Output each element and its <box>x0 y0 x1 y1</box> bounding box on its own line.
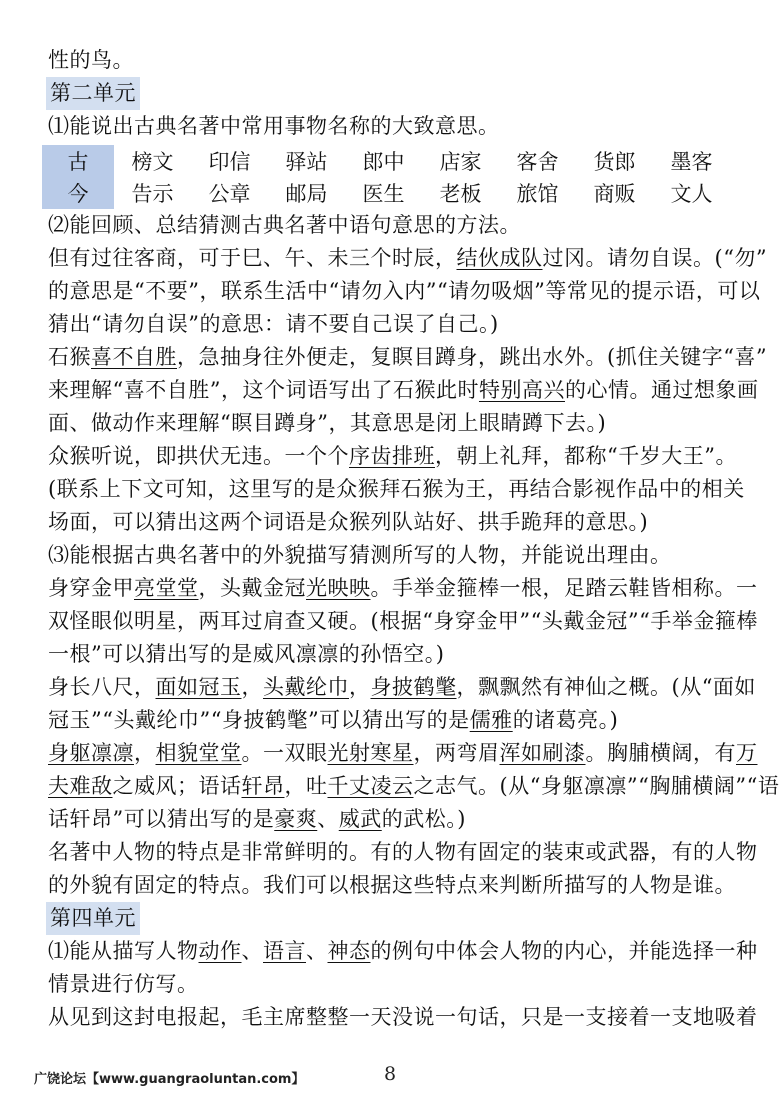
text-run: 面、做动作来理解“瞑目蹲身”，其意思是闭上眼睛蹲下去。) <box>48 411 607 435</box>
text-line <box>48 803 748 836</box>
text-run: 。胸脯横阔，有 <box>585 741 736 765</box>
vocab-cell: 墨客 <box>670 150 713 174</box>
text-run: 性的鸟。 <box>48 48 134 72</box>
text-line <box>48 209 748 242</box>
underlined-term: 特别高兴 <box>478 378 565 402</box>
vocab-cell: 旅馆 <box>516 182 559 206</box>
text-run: 过冈。请勿自误。(“勿” <box>542 246 768 270</box>
underlined-term: 语言 <box>263 939 306 963</box>
underlined-term: 威武 <box>338 807 382 831</box>
paragraph-block <box>48 935 758 1034</box>
underlined-term: 结伙成队 <box>456 246 543 270</box>
text-run: 猜出“请勿自误”的意思：请不要自己误了自己。) <box>48 312 499 336</box>
text-run: 的诸葛亮。) <box>512 708 619 732</box>
text-run: ，两弯眉 <box>413 741 500 765</box>
text-line <box>48 374 759 407</box>
text-run: 。手举金箍棒一根，足踏云鞋皆相称。一 <box>370 576 758 600</box>
underlined-term: 浑如刷漆 <box>499 741 586 765</box>
text-line <box>48 1001 758 1034</box>
ancient-label: 古 <box>42 145 114 177</box>
text-line <box>48 869 748 902</box>
underlined-term: 儒雅 <box>469 708 513 732</box>
text-run: ⑵能回顾、总结猜测古典名著中语句意思的方法。 <box>48 213 521 237</box>
text-line <box>48 539 748 572</box>
text-run: 的例句中体会人物的内心，并能选择一种 <box>370 939 758 963</box>
underlined-term: 夫难敌 <box>48 774 113 798</box>
text-run: 名著中人物的特点是非常鲜明的。有的人物有固定的装束或武器，有的人物 <box>48 840 758 864</box>
text-run: (联系上下文可知，这里写的是众猴拜石猴为王，再结合影视作品中的相关 <box>48 477 745 501</box>
text-line <box>48 605 758 638</box>
vocab-cell: 货郎 <box>593 150 636 174</box>
vocab-cell: 商贩 <box>593 182 636 206</box>
underlined-term: 千丈凌云 <box>327 774 414 798</box>
text-run: ⑴能从描写人物 <box>48 939 199 963</box>
text-run: ，急抽身往外便走，复瞑目蹲身，跳出水外。(抓住关键字“喜” <box>177 345 768 369</box>
underlined-term: 喜不自胜 <box>91 345 177 369</box>
text-line <box>48 836 758 869</box>
text-line <box>48 473 748 506</box>
modern-label: 今 <box>42 177 114 209</box>
text-run: ， <box>241 675 263 699</box>
text-run: 、 <box>241 939 263 963</box>
text-run: 、 <box>317 807 339 831</box>
text-run: 之志气。(从“身躯凛凛”“胸脯横阔”“语 <box>413 774 780 798</box>
vocab-cell: 驿站 <box>285 150 328 174</box>
text-run: 。一双眼 <box>241 741 328 765</box>
page-number: 8 <box>384 1063 397 1085</box>
text-run: 情景进行仿写。 <box>48 972 199 996</box>
vocab-cell: 公章 <box>208 182 251 206</box>
underlined-term: 身躯凛凛 <box>48 741 134 765</box>
text-run: 之威风；语话 <box>112 774 242 798</box>
text-run: ，朝上礼拜，都称“千岁大王”。 <box>435 444 737 468</box>
underlined-term: 相貌堂堂 <box>155 741 242 765</box>
text-run: ， <box>349 675 371 699</box>
text-run: 、 <box>306 939 328 963</box>
vocab-row-ancient <box>42 145 730 177</box>
text-run: 从见到这封电报起，毛主席整整一天没说一句话，只是一支接着一支地吸着 <box>48 1005 758 1029</box>
paragraph-block <box>48 44 748 77</box>
vocab-cell: 榜文 <box>131 150 174 174</box>
text-line <box>48 440 748 473</box>
text-run: 的心情。通过想象画 <box>564 378 759 402</box>
underlined-term: 神态 <box>327 939 371 963</box>
underlined-term: 豪爽 <box>274 807 318 831</box>
text-run: ，吐 <box>284 774 328 798</box>
vocab-cell: 医生 <box>362 182 405 206</box>
text-run: 一根”可以猜出写的是威风凛凛的孙悟空。) <box>48 642 445 666</box>
text-line <box>48 242 768 275</box>
text-run: 的外貌有固定的特点。我们可以根据这些特点来判断所描写的人物是谁。 <box>48 873 736 897</box>
text-run: 但有过往客商，可于巳、午、未三个时辰， <box>48 246 457 270</box>
unit-4-heading: 第四单元 <box>46 902 140 935</box>
item-text: ⑴能说出古典名著中常用事物名称的大致意思。 <box>48 114 500 138</box>
text-line <box>48 407 748 440</box>
text-line <box>48 770 780 803</box>
text-line <box>48 704 748 737</box>
text-run: 场面，可以猜出这两个词语是众猴列队站好、拱手跪拜的意思。) <box>48 510 649 534</box>
underlined-term: 身披鹤氅 <box>370 675 457 699</box>
underlined-term: 光射寒星 <box>327 741 414 765</box>
text-line <box>48 308 748 341</box>
vocab-cell: 老板 <box>439 182 482 206</box>
unit-heading <box>48 902 748 935</box>
text-line <box>48 737 758 770</box>
text-run: 身长八尺， <box>48 675 156 699</box>
text-run: ，头戴金冠 <box>198 576 306 600</box>
text-run: 冠玉”“头戴纶巾”“身披鹤氅”可以猜出写的是 <box>48 708 470 732</box>
text-line <box>48 638 748 671</box>
document-page <box>48 44 780 1034</box>
underlined-term: 亮堂堂 <box>134 576 199 600</box>
vocab-cell: 店家 <box>439 150 482 174</box>
text-run: 双怪眼似明星，两耳过肩查又硬。(根据“身穿金甲”“头戴金冠”“手举金箍棒 <box>48 609 758 633</box>
text-run: 石猴 <box>48 345 91 369</box>
footer-site: 广饶论坛【www.guangraoluntan.com】 <box>34 1072 305 1087</box>
vocab-cell: 文人 <box>670 182 713 206</box>
text-run: ， <box>134 741 156 765</box>
text-line <box>48 572 758 605</box>
vocab-cell: 印信 <box>208 150 251 174</box>
text-line <box>48 275 761 308</box>
text-run: 的武松。) <box>381 807 466 831</box>
text-line <box>48 968 748 1001</box>
paragraph-block <box>48 209 780 902</box>
unit-heading <box>48 77 748 110</box>
text-line <box>48 341 768 374</box>
text-line <box>48 671 756 704</box>
text-run: 话轩昂”可以猜出写的是 <box>48 807 275 831</box>
text-run: 来理解“喜不自胜”，这个词语写出了石猴此时 <box>48 378 479 402</box>
vocab-cell: 告示 <box>131 182 174 206</box>
underlined-term: 动作 <box>198 939 242 963</box>
text-run: 的意思是“不要”，联系生活中“请勿入内”“请勿吸烟”等常见的提示语，可以 <box>48 279 761 303</box>
text-line <box>48 44 748 77</box>
vocab-cell: 客舍 <box>516 150 559 174</box>
text-run: ⑶能根据古典名著中的外貌描写猜测所写的人物，并能说出理由。 <box>48 543 672 567</box>
text-run: 众猴听说，即拱伏无违。一个个 <box>48 444 349 468</box>
vocab-cell: 邮局 <box>285 182 328 206</box>
text-run: 身穿金甲 <box>48 576 134 600</box>
text-line <box>48 506 748 539</box>
underlined-term: 头戴纶巾 <box>263 675 349 699</box>
text-run: ，飘飘然有神仙之概。(从“面如 <box>456 675 756 699</box>
unit-2-heading: 第二单元 <box>46 77 140 110</box>
underlined-term: 轩昂 <box>241 774 285 798</box>
underlined-term: 光映映 <box>306 576 371 600</box>
vocab-table <box>42 145 730 209</box>
vocab-row-modern <box>42 177 730 209</box>
text-line <box>48 935 758 968</box>
underlined-term: 万 <box>736 741 758 765</box>
underlined-term: 面如冠玉 <box>155 675 242 699</box>
underlined-term: 序齿排班 <box>349 444 435 468</box>
vocab-cell: 郎中 <box>362 150 405 174</box>
